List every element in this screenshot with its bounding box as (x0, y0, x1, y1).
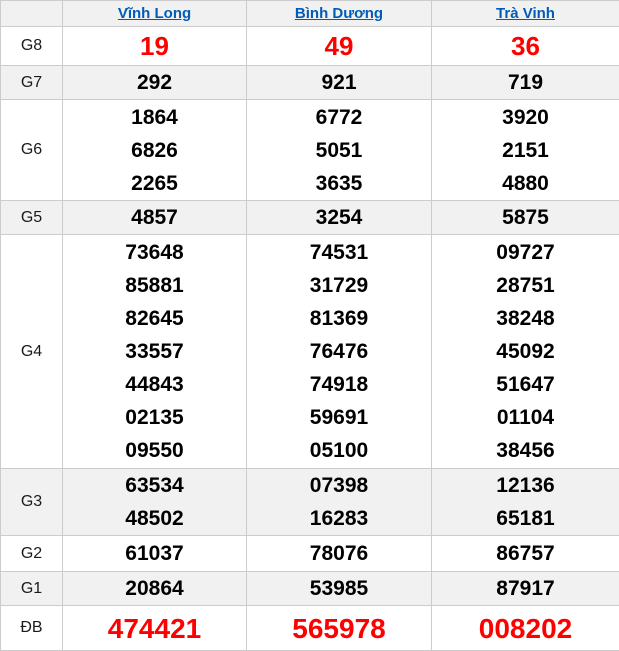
prize-row-g3 (1, 469, 619, 536)
jackpot-number: 474421 (63, 607, 246, 650)
result-cell (432, 469, 619, 536)
prize-number: 1864 (63, 101, 246, 134)
prize-number: 87917 (432, 572, 619, 605)
result-cell (247, 100, 432, 201)
result-cell (432, 100, 619, 201)
prize-number: 5051 (247, 134, 431, 167)
prize-number: 36 (432, 28, 619, 65)
result-cell (247, 469, 432, 536)
prize-number: 38456 (432, 434, 619, 467)
prize-number: 85881 (63, 269, 246, 302)
jackpot-number: 008202 (432, 607, 619, 650)
result-cell (432, 606, 619, 651)
prize-number: 3635 (247, 167, 431, 200)
prize-number: 6826 (63, 134, 246, 167)
prize-number: 6772 (247, 101, 431, 134)
prize-label: ĐB (20, 619, 42, 636)
result-cell (247, 66, 432, 100)
prize-number: 19 (63, 28, 246, 65)
prize-row-g4 (1, 235, 619, 469)
prize-row-g6 (1, 100, 619, 201)
prize-number: 20864 (63, 572, 246, 605)
prize-label-cell (1, 201, 63, 235)
header-cell-vinh-long (63, 1, 247, 27)
prize-label-cell (1, 572, 63, 606)
prize-row-g2 (1, 536, 619, 572)
prize-row-g8 (1, 27, 619, 66)
prize-number: 09550 (63, 434, 246, 467)
result-cell (247, 27, 432, 66)
result-cell (247, 201, 432, 235)
prize-number: 5875 (432, 201, 619, 234)
prize-number: 09727 (432, 236, 619, 269)
result-cell (63, 100, 247, 201)
prize-number: 74531 (247, 236, 431, 269)
result-cell (63, 27, 247, 66)
prize-number: 28751 (432, 269, 619, 302)
prize-label: G4 (21, 343, 42, 360)
prize-number: 02135 (63, 401, 246, 434)
prize-number: 3920 (432, 101, 619, 134)
prize-label-cell (1, 536, 63, 572)
prize-number: 81369 (247, 302, 431, 335)
prize-number: 4857 (63, 201, 246, 234)
header-cell-tra-vinh (432, 1, 619, 27)
column-link-binh-duong[interactable]: Bình Dương (295, 5, 383, 22)
prize-number: 01104 (432, 401, 619, 434)
prize-number: 86757 (432, 537, 619, 570)
header-cell-binh-duong (247, 1, 432, 27)
prize-number: 76476 (247, 335, 431, 368)
prize-number: 74918 (247, 368, 431, 401)
result-cell (432, 27, 619, 66)
prize-number: 719 (432, 66, 619, 99)
result-cell (247, 572, 432, 606)
prize-number: 49 (247, 28, 431, 65)
result-cell (63, 606, 247, 651)
prize-row-g1 (1, 572, 619, 606)
column-link-vinh-long[interactable]: Vĩnh Long (118, 5, 191, 22)
prize-label-cell (1, 469, 63, 536)
prize-number: 33557 (63, 335, 246, 368)
prize-number: 38248 (432, 302, 619, 335)
prize-row-g7 (1, 66, 619, 100)
result-cell (63, 469, 247, 536)
prize-number: 65181 (432, 502, 619, 535)
prize-label-cell (1, 27, 63, 66)
prize-number: 78076 (247, 537, 431, 570)
prize-label: G5 (21, 209, 42, 226)
prize-number: 3254 (247, 201, 431, 234)
prize-number: 05100 (247, 434, 431, 467)
prize-number: 73648 (63, 236, 246, 269)
prize-number: 16283 (247, 502, 431, 535)
header-row (1, 1, 619, 27)
prize-number: 292 (63, 66, 246, 99)
prize-number: 31729 (247, 269, 431, 302)
prize-number: 4880 (432, 167, 619, 200)
prize-number: 51647 (432, 368, 619, 401)
prize-label: G7 (21, 74, 42, 91)
prize-number: 44843 (63, 368, 246, 401)
prize-number: 07398 (247, 469, 431, 502)
prize-number: 12136 (432, 469, 619, 502)
prize-label: G8 (21, 37, 42, 54)
prize-row-g5 (1, 201, 619, 235)
result-cell (247, 235, 432, 469)
jackpot-number: 565978 (247, 607, 431, 650)
prize-number: 48502 (63, 502, 246, 535)
prize-label-cell (1, 235, 63, 469)
prize-number: 82645 (63, 302, 246, 335)
prize-label-cell (1, 606, 63, 651)
result-cell (432, 66, 619, 100)
result-cell (432, 201, 619, 235)
prize-label-cell (1, 100, 63, 201)
result-cell (63, 66, 247, 100)
column-link-tra-vinh[interactable]: Trà Vinh (496, 5, 555, 22)
result-cell (63, 235, 247, 469)
prize-number: 921 (247, 66, 431, 99)
prize-label-cell (1, 66, 63, 100)
header-corner-cell (1, 1, 63, 27)
result-cell (247, 536, 432, 572)
result-cell (63, 536, 247, 572)
prize-number: 59691 (247, 401, 431, 434)
result-cell (247, 606, 432, 651)
result-cell (432, 235, 619, 469)
prize-number: 63534 (63, 469, 246, 502)
prize-label: G3 (21, 493, 42, 510)
result-cell (432, 536, 619, 572)
prize-label: G6 (21, 141, 42, 158)
prize-label: G1 (21, 580, 42, 597)
result-cell (63, 572, 247, 606)
prize-number: 2265 (63, 167, 246, 200)
prize-number: 2151 (432, 134, 619, 167)
prize-row-db (1, 606, 619, 651)
result-cell (63, 201, 247, 235)
result-cell (432, 572, 619, 606)
prize-number: 61037 (63, 537, 246, 570)
prize-label: G2 (21, 545, 42, 562)
prize-number: 53985 (247, 572, 431, 605)
prize-number: 45092 (432, 335, 619, 368)
